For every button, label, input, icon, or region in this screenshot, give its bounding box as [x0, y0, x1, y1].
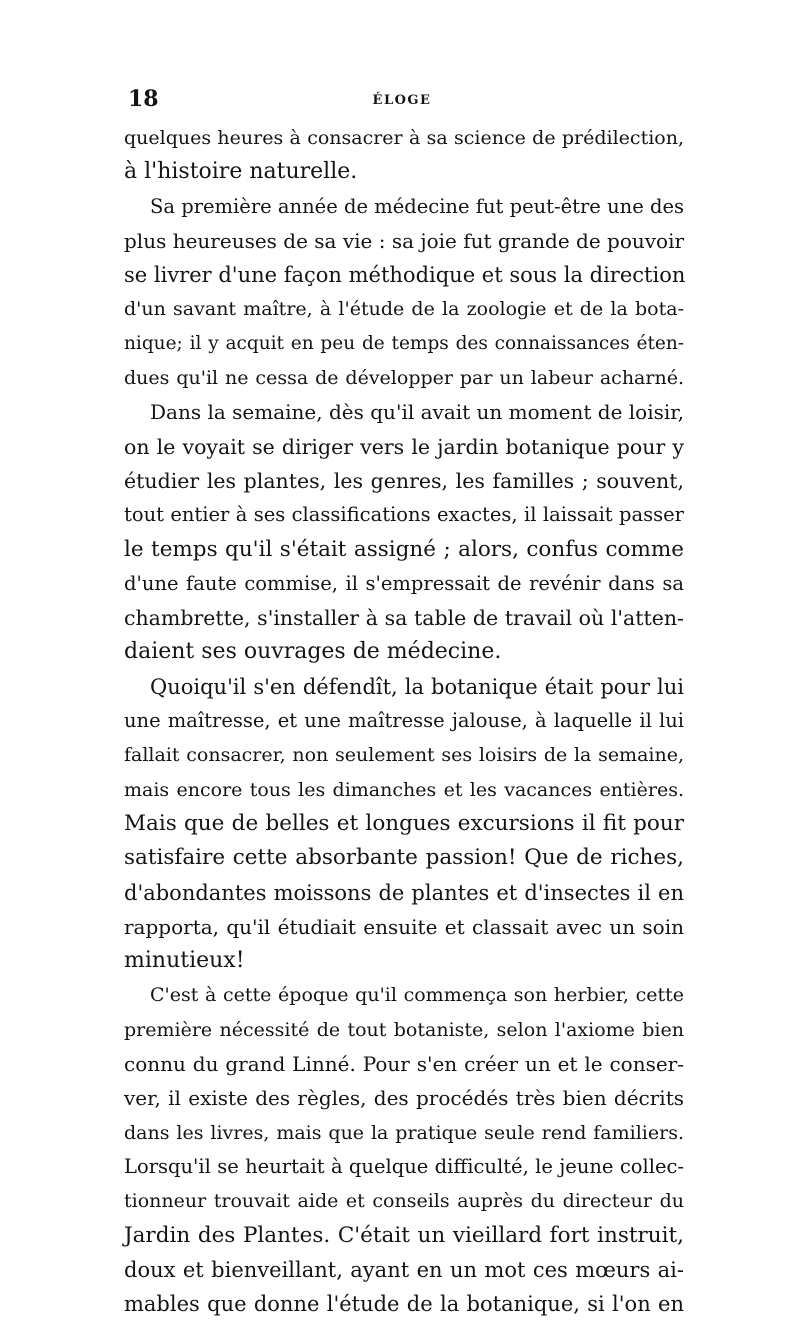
text-line: quelques heures à consacrer à sa science de prédilection, — [124, 127, 684, 149]
text-line: étudier les plantes, les genres, les familles ; souvent, — [124, 468, 684, 493]
text-line: à l'histoire naturelle. — [124, 159, 358, 185]
text-line: une maîtresse, et une maîtresse jalouse, à laquelle il lui — [124, 709, 684, 733]
text-line: dans les livres, mais que la pratique seule rend familiers. — [124, 1121, 684, 1144]
text-line: Jardin des Plantes. C'était un vieillard fort instruit, — [124, 1222, 684, 1248]
text-line: daient ses ouvrages de médecine. — [124, 639, 502, 665]
text-line: dues qu'il ne cessa de développer par un labeur acharné. — [124, 367, 684, 390]
text-line: tionneur trouvait aide et conseils auprès du directeur du — [124, 1190, 684, 1213]
text-line: d'un savant maître, à l'étude de la zoologie et de la bota- — [124, 298, 684, 321]
running-title: ÉLOGE — [372, 93, 432, 108]
text-line: doux et bienveillant, ayant en un mot ces mœurs ai- — [124, 1257, 684, 1282]
text-line: Dans la semaine, dès qu'il avait un moment de loisir, — [150, 400, 684, 425]
text-line: on le voyait se diriger vers le jardin botanique pour y — [124, 434, 684, 459]
text-line: ver, il existe des règles, des procédés très bien décrits — [124, 1086, 684, 1111]
text-line: d'une faute commise, il s'empressait de revénir dans sa — [124, 571, 684, 595]
text-line: mables que donne l'étude de la botanique, si l'on en — [124, 1292, 684, 1317]
text-line: Quoiqu'il s'en défendît, la botanique était pour lui — [150, 674, 684, 699]
text-line: d'abondantes moissons de plantes et d'insectes il en — [124, 880, 684, 905]
text-line: C'est à cette époque qu'il commença son herbier, cette — [150, 984, 684, 1007]
text-line: se livrer d'une façon méthodique et sous la direction — [124, 263, 686, 288]
text-line: rapporta, qu'il étudiait ensuite et classait avec un soin — [124, 914, 684, 939]
text-line: tout entier à ses classifications exactes, il laissait passer — [124, 503, 684, 527]
text-line: minutieux! — [124, 948, 245, 974]
text-line: connu du grand Linné. Pour s'en créer un et le conser- — [124, 1052, 684, 1077]
text-line: mais encore tous les dimanches et les vacances entières. — [124, 778, 684, 801]
text-line: Mais que de belles et longues excursions il fit pour — [124, 810, 684, 836]
text-line: fallait consacrer, non seulement ses loisirs de la semaine, — [124, 744, 684, 767]
text-line: satisfaire cette absorbante passion! Que de riches, — [124, 845, 684, 871]
text-line: première nécessité de tout botaniste, selon l'axiome bien — [124, 1018, 684, 1041]
text-line: plus heureuses de sa vie : sa joie fut grande de pouvoir — [124, 228, 685, 253]
text-line: le temps qu'il s'était assigné ; alors, confus comme — [124, 536, 684, 562]
text-line: chambrette, s'installer à sa table de travail où l'atten- — [124, 606, 684, 631]
text-line: Lorsqu'il se heurtait à quelque difficulté, le jeune collec- — [124, 1154, 684, 1178]
text-line: nique; il y acquit en peu de temps des connaissances éten- — [124, 332, 684, 354]
page-number: 18 — [128, 86, 159, 112]
body-text — [124, 121, 684, 1321]
running-head — [124, 84, 680, 114]
text-line: Sa première année de médecine fut peut-être une des — [150, 194, 684, 218]
